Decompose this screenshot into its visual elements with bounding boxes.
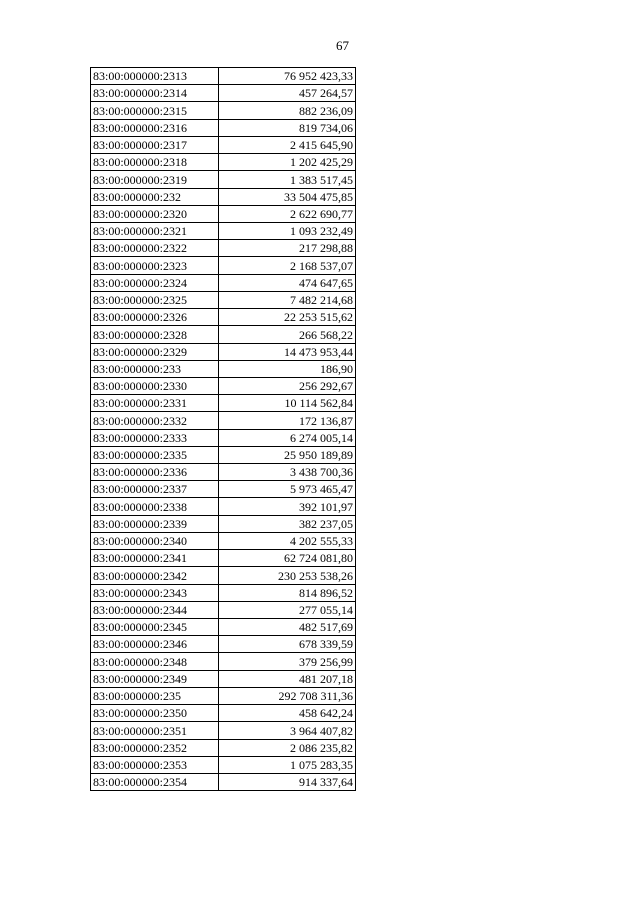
table-row — [91, 464, 356, 481]
value-cell: 172 136,87 — [219, 412, 356, 429]
value-cell: 379 256,99 — [219, 653, 356, 670]
cadastral-number-cell: 83:00:000000:2326 — [91, 309, 219, 326]
value-cell: 5 973 465,47 — [219, 481, 356, 498]
cadastral-number-cell: 83:00:000000:2340 — [91, 532, 219, 549]
value-cell: 10 114 562,84 — [219, 395, 356, 412]
value-cell: 2 622 690,77 — [219, 205, 356, 222]
value-cell: 2 415 645,90 — [219, 136, 356, 153]
cadastral-number-cell: 83:00:000000:2338 — [91, 498, 219, 515]
value-cell: 3 438 700,36 — [219, 464, 356, 481]
value-cell: 819 734,06 — [219, 119, 356, 136]
value-cell: 2 086 235,82 — [219, 739, 356, 756]
cadastral-number-cell: 83:00:000000:2331 — [91, 395, 219, 412]
table-row — [91, 154, 356, 171]
cadastral-number-cell: 83:00:000000:2346 — [91, 636, 219, 653]
table-row — [91, 739, 356, 756]
value-cell: 814 896,52 — [219, 584, 356, 601]
cadastral-number-cell: 83:00:000000:2352 — [91, 739, 219, 756]
table-row — [91, 532, 356, 549]
cadastral-number-cell: 83:00:000000:2313 — [91, 68, 219, 85]
cadastral-number-cell: 83:00:000000:2342 — [91, 567, 219, 584]
table-row — [91, 601, 356, 618]
cadastral-number-cell: 83:00:000000:2320 — [91, 205, 219, 222]
table-body — [91, 68, 356, 791]
cadastral-number-cell: 83:00:000000:2343 — [91, 584, 219, 601]
table-row — [91, 550, 356, 567]
table-row — [91, 360, 356, 377]
value-cell: 1 075 283,35 — [219, 756, 356, 773]
cadastral-number-cell: 83:00:000000:2351 — [91, 722, 219, 739]
cadastral-number-cell: 83:00:000000:2353 — [91, 756, 219, 773]
value-cell: 1 202 425,29 — [219, 154, 356, 171]
value-cell: 33 504 475,85 — [219, 188, 356, 205]
cadastral-number-cell: 83:00:000000:2339 — [91, 515, 219, 532]
page-number: 67 — [336, 38, 349, 53]
value-cell: 14 473 953,44 — [219, 343, 356, 360]
table-row — [91, 188, 356, 205]
value-cell: 7 482 214,68 — [219, 291, 356, 308]
cadastral-number-cell: 83:00:000000:233 — [91, 360, 219, 377]
table-row — [91, 705, 356, 722]
value-cell: 382 237,05 — [219, 515, 356, 532]
table-row — [91, 119, 356, 136]
table-row — [91, 274, 356, 291]
table-row — [91, 446, 356, 463]
cadastral-number-cell: 83:00:000000:2314 — [91, 85, 219, 102]
table-row — [91, 498, 356, 515]
table-row — [91, 584, 356, 601]
value-cell: 457 264,57 — [219, 85, 356, 102]
value-cell: 458 642,24 — [219, 705, 356, 722]
table-row — [91, 85, 356, 102]
cadastral-number-cell: 83:00:000000:2321 — [91, 222, 219, 239]
value-cell: 392 101,97 — [219, 498, 356, 515]
table-row — [91, 377, 356, 394]
cadastral-number-cell: 83:00:000000:2345 — [91, 619, 219, 636]
value-cell: 292 708 311,36 — [219, 687, 356, 704]
value-cell: 882 236,09 — [219, 102, 356, 119]
cadastral-number-cell: 83:00:000000:2350 — [91, 705, 219, 722]
cadastral-number-cell: 83:00:000000:2316 — [91, 119, 219, 136]
table-row — [91, 309, 356, 326]
cadastral-number-cell: 83:00:000000:2335 — [91, 446, 219, 463]
table-row — [91, 636, 356, 653]
cadastral-number-cell: 83:00:000000:2336 — [91, 464, 219, 481]
table-row — [91, 429, 356, 446]
cadastral-number-cell: 83:00:000000:2323 — [91, 257, 219, 274]
cadastral-number-cell: 83:00:000000:2319 — [91, 171, 219, 188]
value-cell: 256 292,67 — [219, 377, 356, 394]
table-row — [91, 773, 356, 790]
cadastral-number-cell: 83:00:000000:2324 — [91, 274, 219, 291]
value-cell: 678 339,59 — [219, 636, 356, 653]
cadastral-number-cell: 83:00:000000:2349 — [91, 670, 219, 687]
value-cell: 2 168 537,07 — [219, 257, 356, 274]
value-cell: 230 253 538,26 — [219, 567, 356, 584]
table-row — [91, 68, 356, 85]
table-row — [91, 136, 356, 153]
value-cell: 217 298,88 — [219, 240, 356, 257]
cadastral-number-cell: 83:00:000000:2318 — [91, 154, 219, 171]
value-cell: 25 950 189,89 — [219, 446, 356, 463]
table-row — [91, 619, 356, 636]
cadastral-number-cell: 83:00:000000:2344 — [91, 601, 219, 618]
cadastral-number-cell: 83:00:000000:2332 — [91, 412, 219, 429]
table-row — [91, 515, 356, 532]
table-row — [91, 291, 356, 308]
cadastral-number-cell: 83:00:000000:232 — [91, 188, 219, 205]
table-row — [91, 222, 356, 239]
table-row — [91, 395, 356, 412]
table-row — [91, 343, 356, 360]
cadastral-number-cell: 83:00:000000:2317 — [91, 136, 219, 153]
cadastral-number-cell: 83:00:000000:2329 — [91, 343, 219, 360]
table-row — [91, 257, 356, 274]
value-cell: 186,90 — [219, 360, 356, 377]
value-cell: 474 647,65 — [219, 274, 356, 291]
cadastral-number-cell: 83:00:000000:2333 — [91, 429, 219, 446]
cadastral-value-table — [90, 67, 356, 791]
value-cell: 4 202 555,33 — [219, 532, 356, 549]
table-row — [91, 205, 356, 222]
cadastral-number-cell: 83:00:000000:2315 — [91, 102, 219, 119]
value-cell: 481 207,18 — [219, 670, 356, 687]
table-row — [91, 653, 356, 670]
table-row — [91, 722, 356, 739]
value-cell: 22 253 515,62 — [219, 309, 356, 326]
cadastral-number-cell: 83:00:000000:2354 — [91, 773, 219, 790]
cadastral-number-cell: 83:00:000000:2328 — [91, 326, 219, 343]
table-row — [91, 567, 356, 584]
value-cell: 482 517,69 — [219, 619, 356, 636]
cadastral-number-cell: 83:00:000000:2348 — [91, 653, 219, 670]
cadastral-number-cell: 83:00:000000:2330 — [91, 377, 219, 394]
value-cell: 1 093 232,49 — [219, 222, 356, 239]
table-row — [91, 481, 356, 498]
table-row — [91, 670, 356, 687]
table-row — [91, 240, 356, 257]
value-cell: 277 055,14 — [219, 601, 356, 618]
value-cell: 76 952 423,33 — [219, 68, 356, 85]
value-cell: 1 383 517,45 — [219, 171, 356, 188]
cadastral-number-cell: 83:00:000000:2322 — [91, 240, 219, 257]
table-row — [91, 687, 356, 704]
table-row — [91, 171, 356, 188]
value-cell: 3 964 407,82 — [219, 722, 356, 739]
table-row — [91, 412, 356, 429]
value-cell: 914 337,64 — [219, 773, 356, 790]
cadastral-number-cell: 83:00:000000:2325 — [91, 291, 219, 308]
value-cell: 6 274 005,14 — [219, 429, 356, 446]
value-cell: 266 568,22 — [219, 326, 356, 343]
cadastral-number-cell: 83:00:000000:235 — [91, 687, 219, 704]
table-row — [91, 326, 356, 343]
cadastral-number-cell: 83:00:000000:2341 — [91, 550, 219, 567]
value-cell: 62 724 081,80 — [219, 550, 356, 567]
table-row — [91, 102, 356, 119]
cadastral-number-cell: 83:00:000000:2337 — [91, 481, 219, 498]
table-row — [91, 756, 356, 773]
